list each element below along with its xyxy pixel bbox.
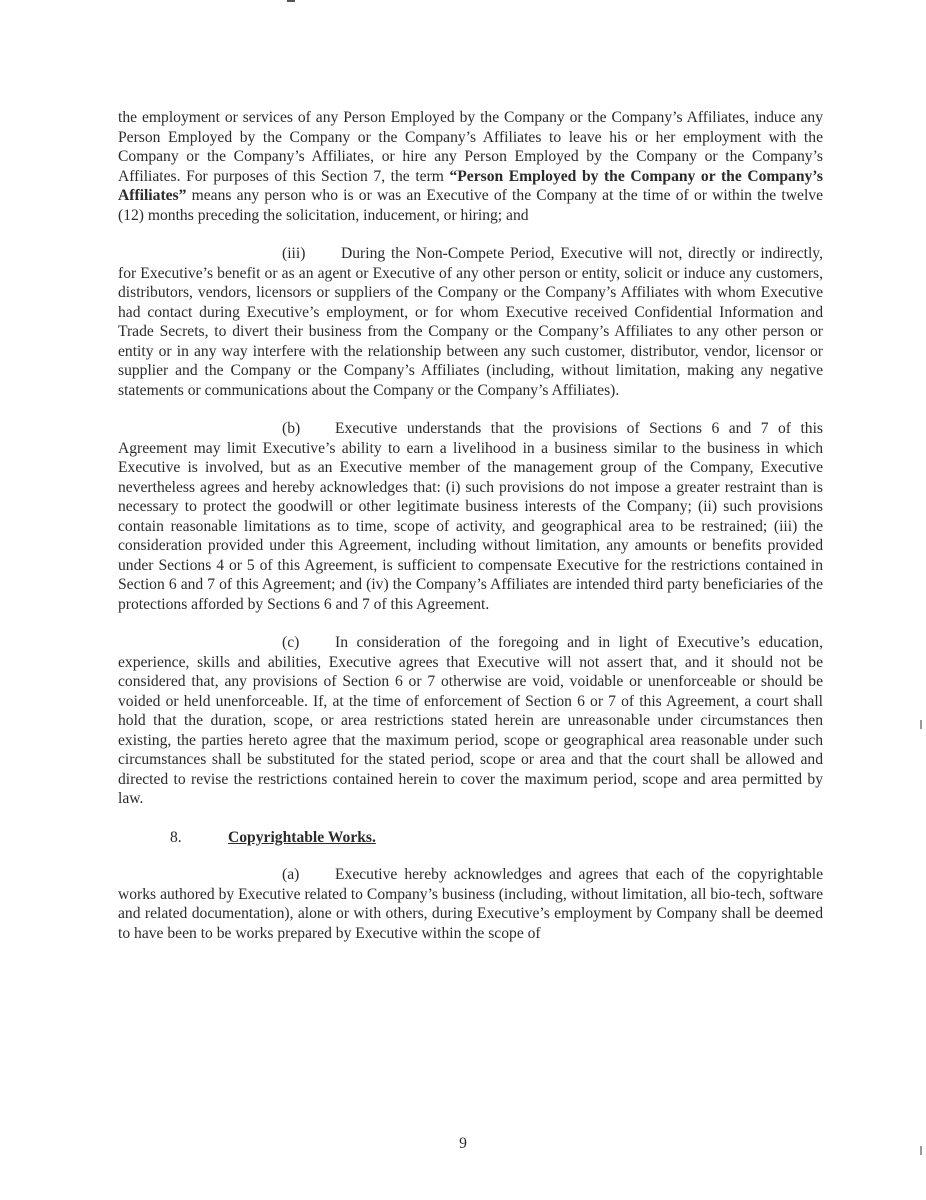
paragraph-label: (a)	[282, 866, 300, 883]
document-page	[118, 108, 823, 962]
page-number: 9	[459, 1135, 467, 1152]
paragraph-label: (iii)	[282, 245, 306, 262]
scan-mark	[920, 720, 922, 729]
paragraph-text: the employment or services of any Person Employed by the Company or the Company’s Affiliates, induce any Person Employed by the Company or the Company’s Affiliates to leave his or her employment with the Company or the Company’s Affiliates, or hire any Person Employed by the Company or the Company’s Affiliates. For purposes of this Section 7, the term	[118, 109, 823, 185]
paragraph-continuation	[118, 108, 823, 225]
paragraph-text: Executive hereby acknowledges and agrees that each of the copyrightable works authored by Executive related to Company’s business (including, without limitation, all bio-tech, software and related documentation), alone or with others, during Executive’s employment by Company shall be deemed to have been to be works prepared by Executive within the scope of	[118, 866, 823, 942]
paragraph-label: (b)	[282, 420, 301, 437]
section-number: 8.	[170, 828, 182, 846]
paragraph-c	[118, 633, 823, 809]
paragraph-text: means any person who is or was an Executive of the Company at the time of or within the twelve (12) months preceding the solicitation, inducement, or hiring; and	[118, 187, 823, 224]
section-title: Copyrightable Works.	[228, 828, 376, 846]
section-heading	[118, 828, 823, 848]
paragraph-b	[118, 419, 823, 614]
paragraph-iii	[118, 244, 823, 400]
defined-term: “Person Employed by the Company or the Company’s Affiliates”	[118, 167, 823, 204]
paragraph-8a	[118, 865, 823, 943]
paragraph-text: In consideration of the foregoing and in light of Executive’s education, experience, skills and abilities, Executive agrees that Executive will not assert that, and it should not be considered that, any provisions of Section 6 or 7 otherwise are void, voidable or unenforceable or should be voided or held unenforceable. If, at the time of enforcement of Section 6 or 7 of this Agreement, a court shall hold that the duration, scope, or area restrictions stated herein are unreasonable under circumstances then existing, the parties hereto agree that the maximum period, scope or geographical area reasonable under such circumstances shall be substituted for the stated period, scope or area and that the court shall be allowed and directed to revise the restrictions contained herein to cover the maximum period, scope and area permitted by law.	[118, 634, 823, 807]
paragraph-label: (c)	[282, 634, 300, 651]
paragraph-text: During the Non-Compete Period, Executive will not, directly or indirectly, for Executive’s benefit or as an agent or Executive of any other person or entity, solicit or induce any customers, distributors, vendors, licensors or suppliers of the Company or the Company’s Affiliates with whom Executive had contact during Executive’s employment, or for whom Executive received Confidential Information and Trade Secrets, to divert their business from the Company or the Company’s Affiliates to any other person or entity or in any way interfere with the relationship between any such customer, distributor, vendor, licensor or supplier and the Company or the Company’s Affiliates (including, without limitation, making any negative statements or communications about the Company or the Company’s Affiliates).	[118, 245, 823, 399]
scan-mark	[287, 0, 295, 2]
paragraph-text: Executive understands that the provisions of Sections 6 and 7 of this Agreement may limit Executive’s ability to earn a livelihood in a business similar to the business in which Executive is involved, but as an Executive member of the management group of the Company, Executive nevertheless agrees and hereby acknowledges that: (i) such provisions do not impose a greater restraint than is necessary to protect the goodwill or other legitimate business interests of the Company; (ii) such provisions contain reasonable limitations as to time, scope of activity, and geographical area to be restrained; (iii) the consideration provided under this Agreement, including without limitation, any amounts or benefits provided under Sections 4 or 5 of this Agreement, is sufficient to compensate Executive for the restrictions contained in Section 6 and 7 of this Agreement; and (iv) the Company’s Affiliates are intended third party beneficiaries of the protections afforded by Sections 6 and 7 of this Agreement.	[118, 420, 823, 613]
